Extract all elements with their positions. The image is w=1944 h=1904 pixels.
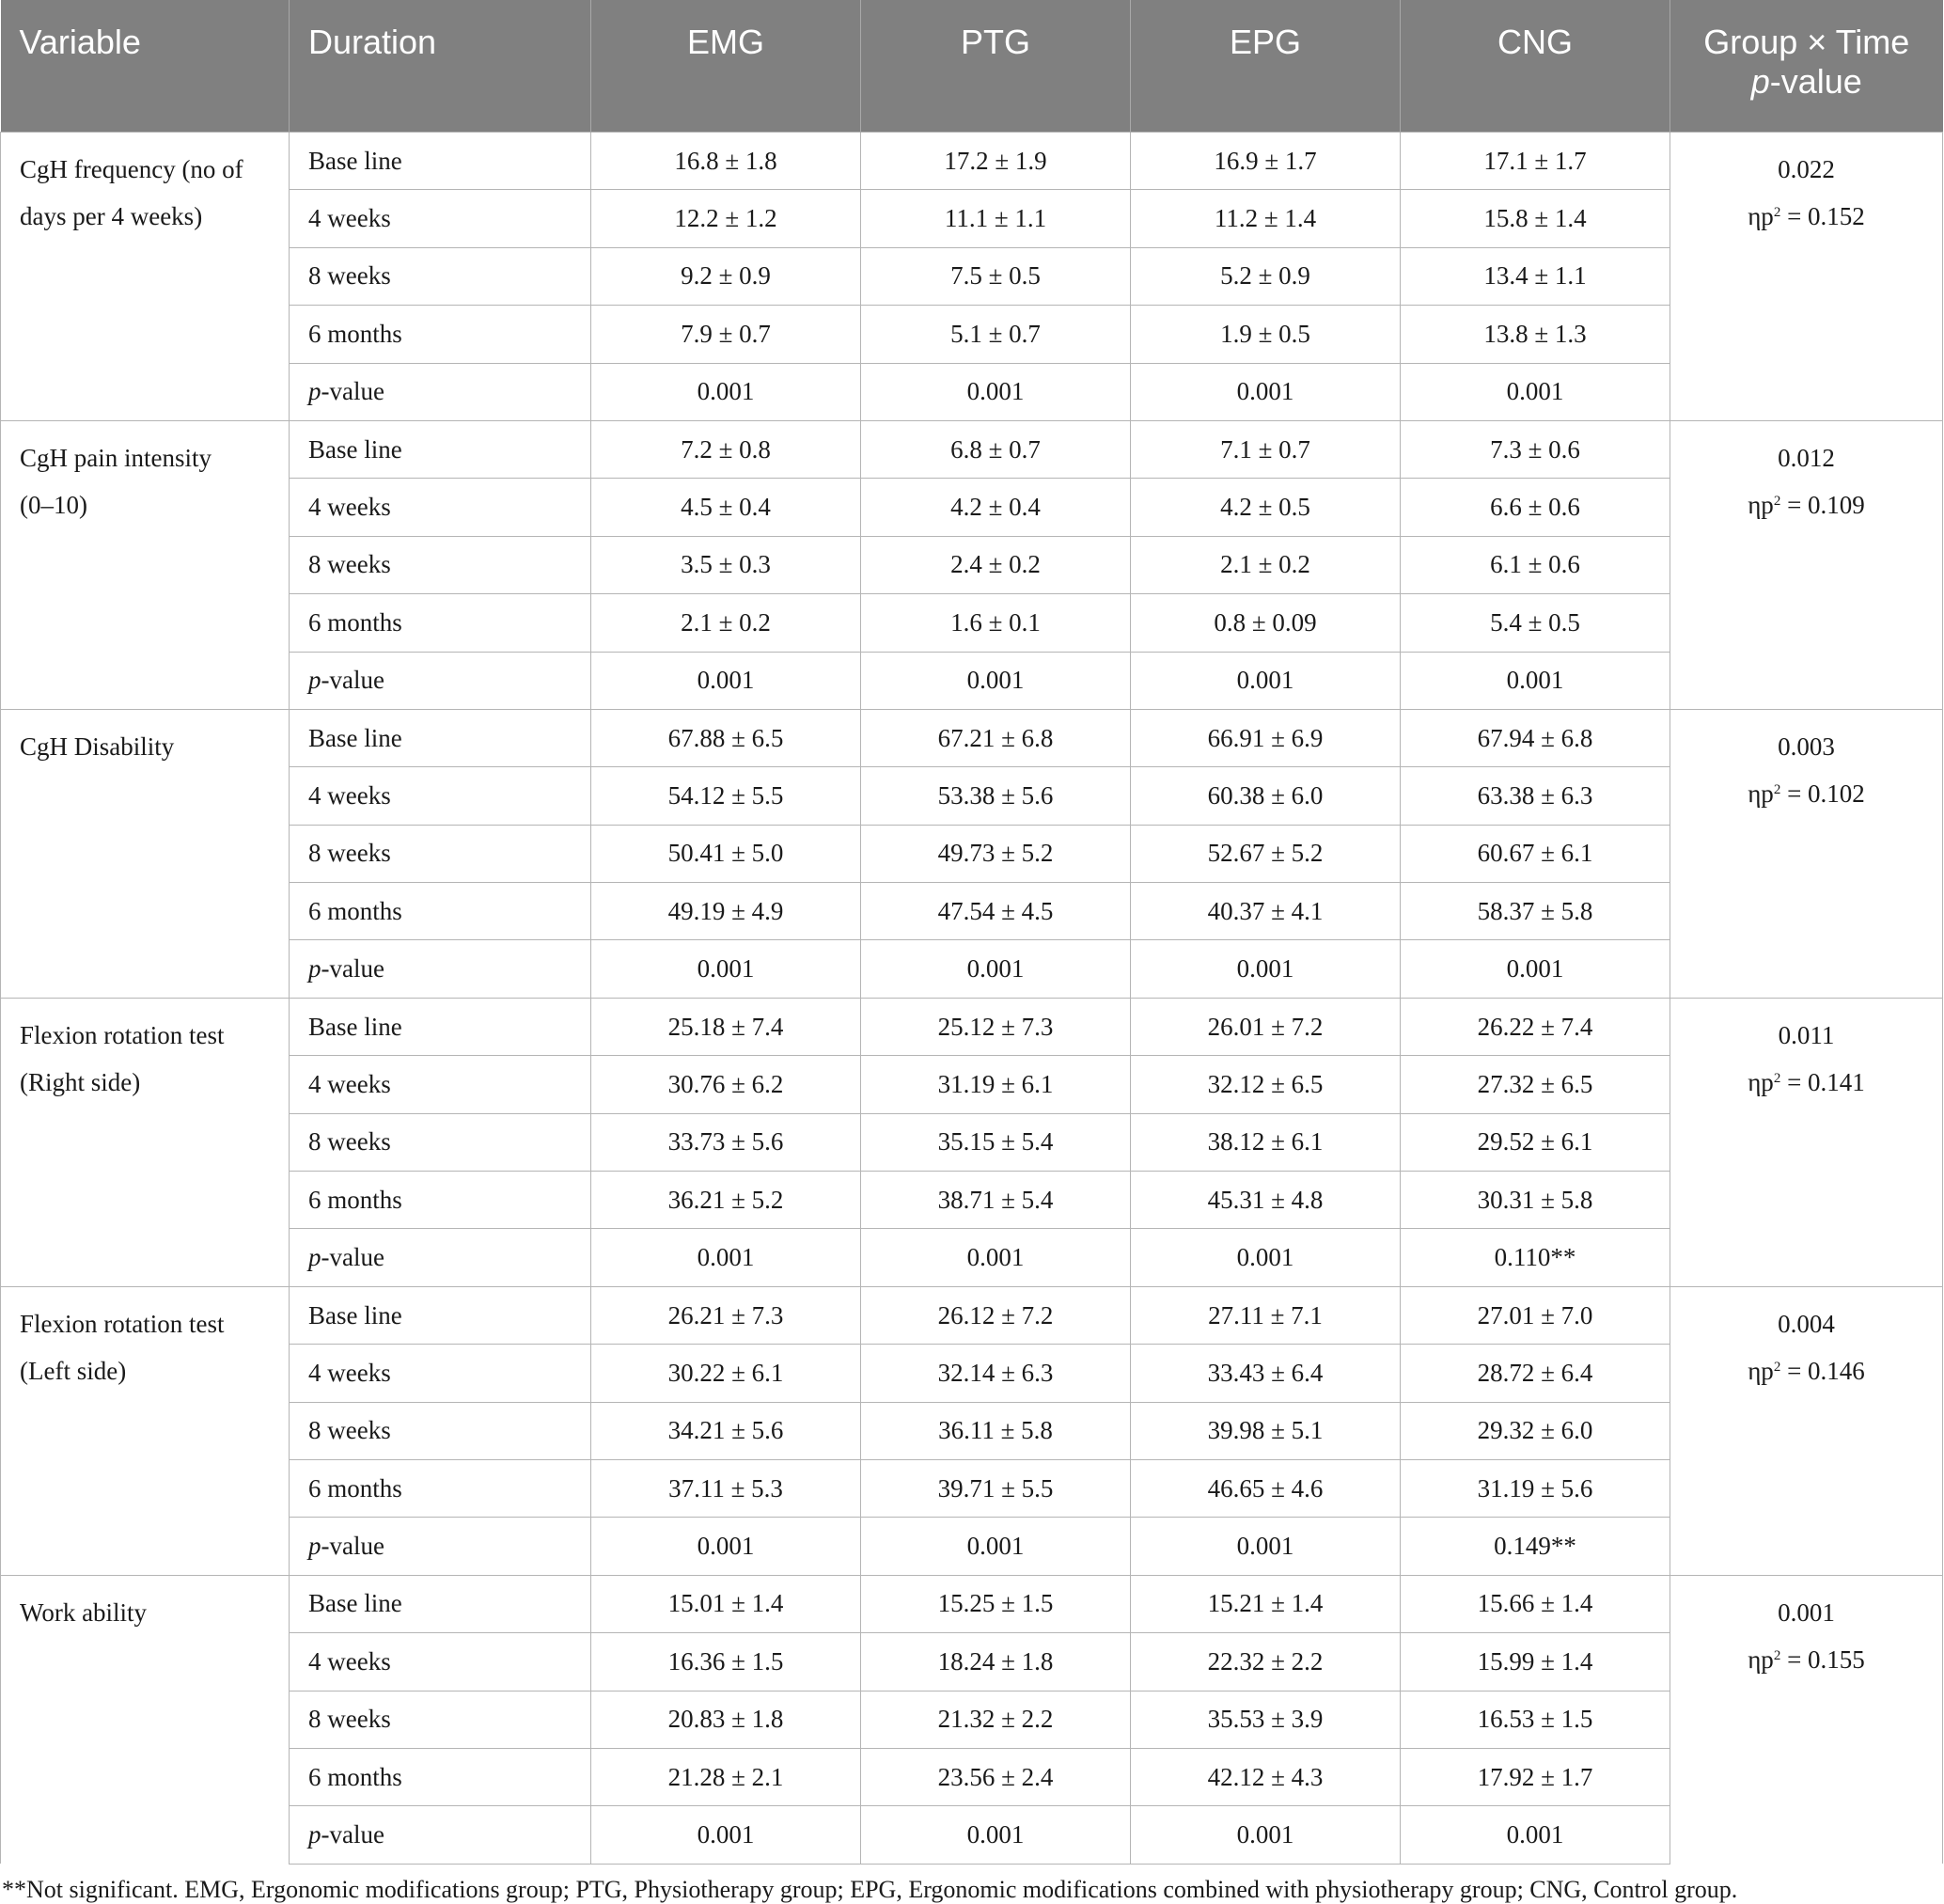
value-cell: 0.001 — [861, 1229, 1131, 1286]
variable-label-line1: CgH frequency (no of — [20, 155, 243, 183]
value-cell: 7.3 ± 0.6 — [1401, 420, 1670, 478]
eta-superscript: 2 — [1773, 493, 1781, 509]
group-time-p-value: 0.001 — [1778, 1597, 1835, 1627]
eta-value: 0.109 — [1808, 490, 1865, 519]
value-cell: 0.001 — [1131, 1518, 1401, 1575]
value-cell: 0.001 — [591, 1518, 861, 1575]
value-cell: 36.21 ± 5.2 — [591, 1172, 861, 1229]
header-group-time-line1: Group × Time — [1703, 23, 1910, 61]
value-cell: 31.19 ± 6.1 — [861, 1056, 1131, 1113]
table-row — [1, 306, 1943, 363]
variable-label-line1: Work ability — [20, 1597, 148, 1627]
duration-cell — [290, 1229, 591, 1286]
variable-label-line2: days per 4 weeks) — [20, 202, 203, 230]
value-cell: 30.31 ± 5.8 — [1401, 1172, 1670, 1229]
group-time-p-value: 0.003 — [1778, 732, 1835, 761]
value-cell: 46.65 ± 4.6 — [1131, 1459, 1401, 1517]
table-row — [1, 1518, 1943, 1575]
effect-size — [1670, 481, 1942, 528]
table-row — [1, 247, 1943, 305]
variable-cell — [1, 709, 290, 998]
group-time-cell — [1670, 709, 1943, 998]
value-cell: 7.9 ± 0.7 — [591, 306, 861, 363]
table-row — [1, 1286, 1943, 1344]
header-epg: EPG — [1131, 0, 1401, 133]
value-cell: 7.5 ± 0.5 — [861, 247, 1131, 305]
value-cell: 16.9 ± 1.7 — [1131, 133, 1401, 190]
duration-cell: 8 weeks — [290, 1691, 591, 1748]
p-label-rest: -value — [321, 377, 384, 406]
value-cell: 11.2 ± 1.4 — [1131, 190, 1401, 247]
value-cell: 4.2 ± 0.4 — [861, 479, 1131, 536]
table-row — [1, 363, 1943, 420]
value-cell: 17.1 ± 1.7 — [1401, 133, 1670, 190]
value-cell: 4.5 ± 0.4 — [591, 479, 861, 536]
eta-superscript: 2 — [1773, 781, 1781, 797]
table-row — [1, 1402, 1943, 1459]
variable-cell — [1, 998, 290, 1286]
value-cell: 27.01 ± 7.0 — [1401, 1286, 1670, 1344]
duration-cell: 8 weeks — [290, 247, 591, 305]
value-cell: 33.43 ± 6.4 — [1131, 1345, 1401, 1402]
value-cell: 38.12 ± 6.1 — [1131, 1113, 1401, 1171]
value-cell: 0.001 — [861, 940, 1131, 998]
header-duration: Duration — [290, 0, 591, 133]
group-time-p-value: 0.022 — [1778, 155, 1835, 183]
table-row — [1, 479, 1943, 536]
value-cell: 9.2 ± 0.9 — [591, 247, 861, 305]
effect-size — [1670, 1059, 1942, 1106]
p-label-rest: -value — [321, 1532, 384, 1561]
table-row — [1, 133, 1943, 190]
table-row — [1, 998, 1943, 1055]
eta-superscript: 2 — [1773, 1647, 1781, 1663]
value-cell: 26.21 ± 7.3 — [591, 1286, 861, 1344]
value-cell: 15.21 ± 1.4 — [1131, 1575, 1401, 1632]
value-cell: 0.001 — [861, 363, 1131, 420]
value-cell: 17.92 ± 1.7 — [1401, 1748, 1670, 1805]
p-label-italic: p — [308, 377, 321, 406]
value-cell: 66.91 ± 6.9 — [1131, 709, 1401, 766]
group-time-p-value: 0.004 — [1778, 1309, 1835, 1338]
variable-cell — [1, 1286, 290, 1575]
value-cell: 12.2 ± 1.2 — [591, 190, 861, 247]
duration-cell: 8 weeks — [290, 536, 591, 593]
value-cell: 50.41 ± 5.0 — [591, 825, 861, 882]
value-cell: 0.001 — [1401, 1806, 1670, 1864]
value-cell: 3.5 ± 0.3 — [591, 536, 861, 593]
value-cell: 22.32 ± 2.2 — [1131, 1633, 1401, 1691]
eta-equals: = — [1780, 490, 1809, 519]
table-row — [1, 1345, 1943, 1402]
value-cell: 67.94 ± 6.8 — [1401, 709, 1670, 766]
value-cell: 0.110** — [1401, 1229, 1670, 1286]
p-label-italic: p — [308, 1532, 321, 1561]
value-cell: 4.2 ± 0.5 — [1131, 479, 1401, 536]
table-row — [1, 1459, 1943, 1517]
value-cell: 15.01 ± 1.4 — [591, 1575, 861, 1632]
value-cell: 21.32 ± 2.2 — [861, 1691, 1131, 1748]
eta-label: ηp — [1748, 1067, 1774, 1096]
duration-cell: 4 weeks — [290, 1633, 591, 1691]
eta-value: 0.152 — [1808, 202, 1865, 230]
eta-value: 0.141 — [1808, 1067, 1865, 1096]
duration-cell: 8 weeks — [290, 1113, 591, 1171]
value-cell: 0.001 — [591, 1806, 861, 1864]
eta-value: 0.102 — [1808, 779, 1865, 808]
table-row — [1, 652, 1943, 709]
value-cell: 0.001 — [861, 1806, 1131, 1864]
value-cell: 37.11 ± 5.3 — [591, 1459, 861, 1517]
eta-label: ηp — [1748, 779, 1774, 808]
table-body — [1, 133, 1943, 1865]
value-cell: 28.72 ± 6.4 — [1401, 1345, 1670, 1402]
value-cell: 0.001 — [591, 652, 861, 709]
value-cell: 0.8 ± 0.09 — [1131, 594, 1401, 652]
effect-size — [1670, 770, 1942, 817]
value-cell: 6.8 ± 0.7 — [861, 420, 1131, 478]
duration-cell: Base line — [290, 998, 591, 1055]
variable-label-line1: Flexion rotation test — [20, 1309, 225, 1338]
duration-cell: 4 weeks — [290, 1345, 591, 1402]
value-cell: 54.12 ± 5.5 — [591, 767, 861, 825]
p-label-italic: p — [308, 666, 321, 695]
value-cell: 2.1 ± 0.2 — [1131, 536, 1401, 593]
value-cell: 52.67 ± 5.2 — [1131, 825, 1401, 882]
value-cell: 2.4 ± 0.2 — [861, 536, 1131, 593]
value-cell: 67.88 ± 6.5 — [591, 709, 861, 766]
value-cell: 27.11 ± 7.1 — [1131, 1286, 1401, 1344]
value-cell: 30.76 ± 6.2 — [591, 1056, 861, 1113]
p-label-rest: -value — [321, 666, 384, 695]
table-row — [1, 536, 1943, 593]
table-row — [1, 825, 1943, 882]
header-group-time — [1670, 0, 1943, 133]
value-cell: 53.38 ± 5.6 — [861, 767, 1131, 825]
value-cell: 0.001 — [1131, 652, 1401, 709]
p-label-rest: -value — [321, 954, 384, 983]
table-row — [1, 1575, 1943, 1632]
eta-label: ηp — [1748, 1644, 1774, 1674]
duration-cell: Base line — [290, 133, 591, 190]
value-cell: 0.001 — [1131, 1806, 1401, 1864]
value-cell: 18.24 ± 1.8 — [861, 1633, 1131, 1691]
duration-cell — [290, 1518, 591, 1575]
value-cell: 35.53 ± 3.9 — [1131, 1691, 1401, 1748]
value-cell: 42.12 ± 4.3 — [1131, 1748, 1401, 1805]
value-cell: 21.28 ± 2.1 — [591, 1748, 861, 1805]
table-row — [1, 1172, 1943, 1229]
value-cell: 0.001 — [591, 940, 861, 998]
duration-cell: Base line — [290, 709, 591, 766]
value-cell: 60.38 ± 6.0 — [1131, 767, 1401, 825]
value-cell: 32.12 ± 6.5 — [1131, 1056, 1401, 1113]
value-cell: 1.9 ± 0.5 — [1131, 306, 1401, 363]
value-cell: 16.36 ± 1.5 — [591, 1633, 861, 1691]
value-cell: 0.001 — [1401, 940, 1670, 998]
variable-cell — [1, 1575, 290, 1864]
value-cell: 15.66 ± 1.4 — [1401, 1575, 1670, 1632]
value-cell: 16.8 ± 1.8 — [591, 133, 861, 190]
table-row — [1, 1229, 1943, 1286]
value-cell: 16.53 ± 1.5 — [1401, 1691, 1670, 1748]
p-label-italic: p — [308, 1820, 321, 1849]
variable-label-line2: (0–10) — [20, 490, 87, 519]
duration-cell: 4 weeks — [290, 479, 591, 536]
value-cell: 0.001 — [1131, 363, 1401, 420]
effect-size — [1670, 1347, 1942, 1394]
value-cell: 25.12 ± 7.3 — [861, 998, 1131, 1055]
value-cell: 5.2 ± 0.9 — [1131, 247, 1401, 305]
duration-cell: 6 months — [290, 1459, 591, 1517]
p-label-italic: p — [308, 1243, 321, 1272]
duration-cell: Base line — [290, 1575, 591, 1632]
eta-label: ηp — [1748, 202, 1774, 230]
table-row — [1, 420, 1943, 478]
value-cell: 30.22 ± 6.1 — [591, 1345, 861, 1402]
value-cell: 0.149** — [1401, 1518, 1670, 1575]
group-time-p-value: 0.011 — [1778, 1020, 1835, 1049]
duration-cell: 6 months — [290, 1748, 591, 1805]
duration-cell: 6 months — [290, 1172, 591, 1229]
value-cell: 40.37 ± 4.1 — [1131, 883, 1401, 940]
table-row — [1, 767, 1943, 825]
duration-cell: 4 weeks — [290, 767, 591, 825]
value-cell: 49.19 ± 4.9 — [591, 883, 861, 940]
duration-cell: 6 months — [290, 594, 591, 652]
header-variable: Variable — [1, 0, 290, 133]
group-time-cell — [1670, 1286, 1943, 1575]
value-cell: 33.73 ± 5.6 — [591, 1113, 861, 1171]
value-cell: 35.15 ± 5.4 — [861, 1113, 1131, 1171]
table-row — [1, 1691, 1943, 1748]
value-cell: 15.99 ± 1.4 — [1401, 1633, 1670, 1691]
table-row — [1, 594, 1943, 652]
table-row — [1, 709, 1943, 766]
table-row — [1, 1806, 1943, 1864]
value-cell: 67.21 ± 6.8 — [861, 709, 1131, 766]
value-cell: 29.52 ± 6.1 — [1401, 1113, 1670, 1171]
group-time-cell — [1670, 998, 1943, 1286]
eta-value: 0.155 — [1808, 1644, 1865, 1674]
variable-label-line1: CgH pain intensity — [20, 443, 212, 472]
value-cell: 23.56 ± 2.4 — [861, 1748, 1131, 1805]
value-cell: 0.001 — [1131, 940, 1401, 998]
value-cell: 34.21 ± 5.6 — [591, 1402, 861, 1459]
value-cell: 26.22 ± 7.4 — [1401, 998, 1670, 1055]
duration-cell: 6 months — [290, 883, 591, 940]
duration-cell: 8 weeks — [290, 825, 591, 882]
group-time-cell — [1670, 133, 1943, 421]
value-cell: 58.37 ± 5.8 — [1401, 883, 1670, 940]
value-cell: 45.31 ± 4.8 — [1131, 1172, 1401, 1229]
duration-cell — [290, 363, 591, 420]
duration-cell: 4 weeks — [290, 1056, 591, 1113]
value-cell: 15.8 ± 1.4 — [1401, 190, 1670, 247]
variable-label-line1: CgH Disability — [20, 732, 175, 761]
value-cell: 17.2 ± 1.9 — [861, 133, 1131, 190]
group-time-cell — [1670, 1575, 1943, 1864]
variable-label-line2: (Left side) — [20, 1356, 127, 1385]
value-cell: 29.32 ± 6.0 — [1401, 1402, 1670, 1459]
duration-cell — [290, 652, 591, 709]
table-row — [1, 190, 1943, 247]
duration-cell: 4 weeks — [290, 190, 591, 247]
p-label-rest: -value — [321, 1243, 384, 1272]
value-cell: 7.2 ± 0.8 — [591, 420, 861, 478]
value-cell: 49.73 ± 5.2 — [861, 825, 1131, 882]
value-cell: 36.11 ± 5.8 — [861, 1402, 1131, 1459]
value-cell: 0.001 — [1401, 652, 1670, 709]
table-row — [1, 1056, 1943, 1113]
duration-cell — [290, 1806, 591, 1864]
group-time-cell — [1670, 420, 1943, 709]
value-cell: 5.1 ± 0.7 — [861, 306, 1131, 363]
eta-equals: = — [1780, 1067, 1809, 1096]
eta-equals: = — [1780, 202, 1809, 230]
eta-superscript: 2 — [1773, 205, 1781, 220]
value-cell: 63.38 ± 6.3 — [1401, 767, 1670, 825]
header-ptg: PTG — [861, 0, 1131, 133]
value-cell: 27.32 ± 6.5 — [1401, 1056, 1670, 1113]
duration-cell: 6 months — [290, 306, 591, 363]
value-cell: 26.01 ± 7.2 — [1131, 998, 1401, 1055]
table-header-row — [1, 0, 1943, 133]
value-cell: 39.71 ± 5.5 — [861, 1459, 1131, 1517]
eta-equals: = — [1780, 779, 1809, 808]
duration-cell: Base line — [290, 420, 591, 478]
eta-superscript: 2 — [1773, 1359, 1781, 1375]
header-p-italic: p — [1750, 62, 1770, 101]
duration-cell — [290, 940, 591, 998]
header-group-time-line2 — [1670, 62, 1943, 102]
variable-label-line1: Flexion rotation test — [20, 1020, 225, 1049]
value-cell: 25.18 ± 7.4 — [591, 998, 861, 1055]
value-cell: 38.71 ± 5.4 — [861, 1172, 1131, 1229]
duration-cell: 8 weeks — [290, 1402, 591, 1459]
eta-equals: = — [1780, 1644, 1809, 1674]
table-footnote: **Not significant. EMG, Ergonomic modifications group; PTG, Physiotherapy group; EPG, Ergonomic modifications combined with physiotherapy group; CNG, Control group. — [2, 1875, 1738, 1903]
value-cell: 0.001 — [1131, 1229, 1401, 1286]
p-label-italic: p — [308, 954, 321, 983]
effect-size — [1670, 1636, 1942, 1683]
value-cell: 6.6 ± 0.6 — [1401, 479, 1670, 536]
value-cell: 31.19 ± 5.6 — [1401, 1459, 1670, 1517]
eta-superscript: 2 — [1773, 1070, 1781, 1086]
value-cell: 6.1 ± 0.6 — [1401, 536, 1670, 593]
value-cell: 0.001 — [1401, 363, 1670, 420]
eta-equals: = — [1780, 1356, 1809, 1385]
value-cell: 2.1 ± 0.2 — [591, 594, 861, 652]
value-cell: 13.8 ± 1.3 — [1401, 306, 1670, 363]
value-cell: 13.4 ± 1.1 — [1401, 247, 1670, 305]
value-cell: 47.54 ± 4.5 — [861, 883, 1131, 940]
table-row — [1, 883, 1943, 940]
value-cell: 0.001 — [861, 1518, 1131, 1575]
eta-label: ηp — [1748, 490, 1774, 519]
eta-value: 0.146 — [1808, 1356, 1865, 1385]
group-time-p-value: 0.012 — [1778, 443, 1835, 472]
p-label-rest: -value — [321, 1820, 384, 1849]
eta-label: ηp — [1748, 1356, 1774, 1385]
header-cng: CNG — [1401, 0, 1670, 133]
value-cell: 26.12 ± 7.2 — [861, 1286, 1131, 1344]
table-row — [1, 1113, 1943, 1171]
table-row — [1, 1748, 1943, 1805]
value-cell: 5.4 ± 0.5 — [1401, 594, 1670, 652]
header-p-rest: -value — [1769, 62, 1862, 101]
value-cell: 0.001 — [591, 1229, 861, 1286]
value-cell: 15.25 ± 1.5 — [861, 1575, 1131, 1632]
value-cell: 7.1 ± 0.7 — [1131, 420, 1401, 478]
header-emg: EMG — [591, 0, 861, 133]
value-cell: 0.001 — [591, 363, 861, 420]
value-cell: 20.83 ± 1.8 — [591, 1691, 861, 1748]
variable-label-line2: (Right side) — [20, 1067, 141, 1096]
value-cell: 39.98 ± 5.1 — [1131, 1402, 1401, 1459]
variable-cell — [1, 133, 290, 421]
table-row — [1, 1633, 1943, 1691]
duration-cell: Base line — [290, 1286, 591, 1344]
value-cell: 60.67 ± 6.1 — [1401, 825, 1670, 882]
value-cell: 1.6 ± 0.1 — [861, 594, 1131, 652]
table-row — [1, 940, 1943, 998]
variable-cell — [1, 420, 290, 709]
value-cell: 11.1 ± 1.1 — [861, 190, 1131, 247]
value-cell: 0.001 — [861, 652, 1131, 709]
value-cell: 32.14 ± 6.3 — [861, 1345, 1131, 1402]
effect-size — [1670, 193, 1942, 240]
